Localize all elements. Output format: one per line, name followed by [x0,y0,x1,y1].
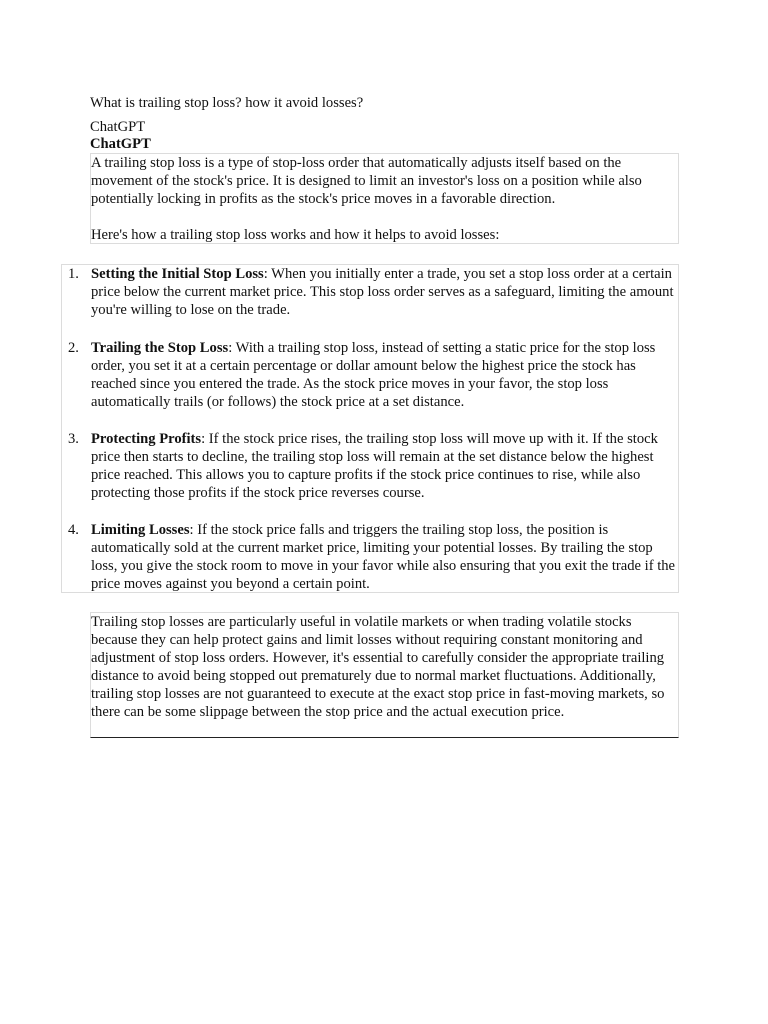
list-item-title: Trailing the Stop Loss [91,340,229,356]
steps-list [61,264,679,593]
list-item-text: : When you initially enter a trade, you set a stop loss order at a certain price below the current market price. This stop loss order serves as a safeguard, limiting the amount you're willing to lose on the trade. [91,266,674,318]
closing-section [90,612,679,738]
author-label-bold: ChatGPT [90,136,151,152]
list-item [68,339,679,411]
list-item-text: : If the stock price rises, the trailing stop loss will move up with it. If the stock price then starts to decline, the trailing stop loss will remain at the set distance below the highest price reached. This allows you to capture profits if the stock price continues to rise, while also protecting those profits if the stock price reverses course. [91,431,658,501]
list-item-number: 4. [68,522,79,538]
intro-paragraph: A trailing stop loss is a type of stop-loss order that automatically adjusts itself based on the movement of the stock's price. It is designed to limit an investor's loss on a position while also potentially locking in profits as the stock's price moves in a favorable direction. [91,155,642,207]
list-item-number: 2. [68,340,79,356]
list-item-title: Setting the Initial Stop Loss [91,266,264,282]
intro-section [90,153,679,244]
list-item-title: Protecting Profits [91,431,202,447]
closing-paragraph: Trailing stop losses are particularly useful in volatile markets or when trading volatile stocks because they can help protect gains and limit losses without requiring constant monitoring and adjustment of stop loss orders. However, it's essential to carefully consider the appropriate trailing distance to avoid being stopped out prematurely due to normal market fluctuations. Additionally, trailing stop losses are not guaranteed to execute at the exact stop price in fast-moving markets, so there can be some slippage between the stop price and the actual execution price. [91,614,665,720]
list-item-number: 1. [68,266,79,282]
list-item-text: : With a trailing stop loss, instead of setting a static price for the stop loss order, you set it at a certain percentage or dollar amount below the highest price the stock has reached since you entered the trade. As the stock price moves in your favor, the stop loss automatically trails (or follows) the stock price at a set distance. [91,340,656,410]
list-item [68,521,679,593]
list-item [68,430,679,502]
list-item-number: 3. [68,431,79,447]
list-item-title: Limiting Losses [91,522,190,538]
author-label: ChatGPT [90,119,146,135]
user-question: What is trailing stop loss? how it avoid losses? [90,95,364,111]
list-item-text: : If the stock price falls and triggers the trailing stop loss, the position is automatically sold at the current market price, limiting your potential losses. By trailing the stop loss, you give the stock room to move in your favor while also ensuring that you exit the trade if the price moves against you beyond a certain point. [91,522,676,592]
intro-lead-in: Here's how a trailing stop loss works and how it helps to avoid losses: [91,227,500,243]
list-item [68,265,679,319]
